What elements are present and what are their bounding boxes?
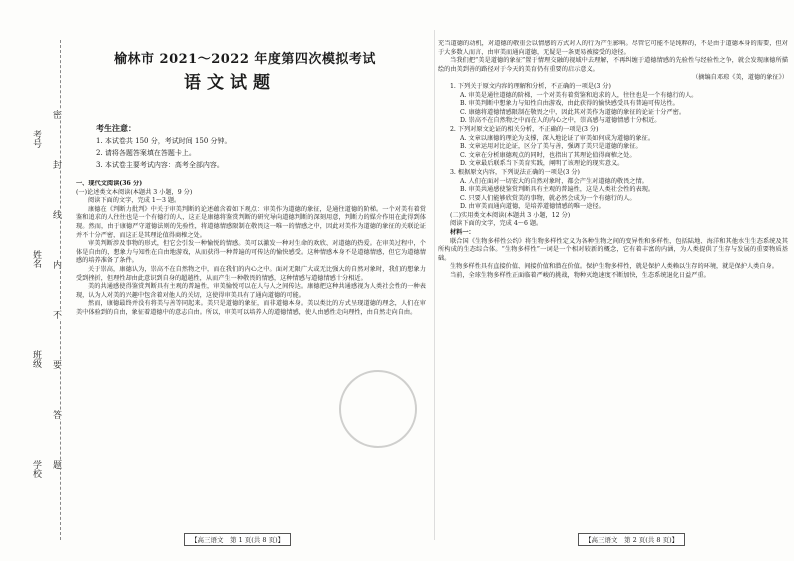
instruction: 阅读下面的文字，完成 4～6 题。 [450, 220, 543, 228]
seal-char: 线 [51, 210, 61, 219]
margin-label-class: 班级 [31, 350, 41, 368]
binding-margin [0, 0, 70, 561]
passage-paragraph: 美的共通感使得鉴赏判断具有主观的普遍性，审美愉悦可以在人与人之间传达。康德把这种共通感视为人类社会性的一种表现，认为人对美的兴趣中包含着对他人的关切，这使得审美具有了通向道德的可能。 [76, 283, 426, 299]
passage-paragraph: 关于崇高，康德认为，崇高不在自然物之中，而在我们的内心之中。面对无限广大或无比强大的自然对象时，我们的想象力受到挫折，但理性却由此意识到自身的超越性，从而产生一种敬畏的情感，这种情感与道德情感十分相近。 [76, 265, 426, 282]
seal-char: 不 [51, 310, 61, 319]
instruction: 阅读下面的文字，完成 1～3 题。 [88, 197, 181, 205]
question-1: 1. 下列关于原文内容的理解和分析，不正确的一项是(3 分) [450, 82, 611, 90]
passage-paragraph: 然而，康德最终并没有将美与善等同起来。美只是道德的象征，而非道德本身。美以类比的方式呈现道德的理念，人们在审美中体验到的自由，象征着道德中的意志自由。所以，审美可以培养人的道德情感，使人由感性走向理性，由自然走向自由。 [76, 300, 426, 316]
option: C. 只要人们能够欣赏美的事物，就必然会成为一个有德行的人。 [460, 194, 636, 202]
passage-paragraph: 康德在《判断力批判》中关于审美判断的论述蕴含着如下观点：审美作为道德的象征，是通往道德的阶梯。一个对美有着赏鉴和追求的人往往也是一个有德行的人，这正是康德将鉴赏判断的研究导向道德判断的深刻用意，判断力的媒介作用在此得到体现。然而，由于康德严守道德法则的先验性，将道德情感限制在敬畏这一唯一的情感之中，因此对美作为道德的象征的关联论证并不十分严密，而这正是其理论值得商榷之处。 [76, 205, 426, 239]
seal-char: 密 [51, 110, 61, 119]
passage-paragraph: 当前，全球生物多样性正面临着严峻的挑战，物种灭绝速度不断加快，生态系统退化日益严重。 [450, 272, 710, 280]
question-2: 2. 下列对原文论证的相关分析，不正确的一项是(3 分) [450, 125, 599, 133]
page-footer-left: 【高三语文 第 1 页(共 8 页)】 [184, 533, 291, 546]
notice-item: 3. 本试卷主要考试内容：高考全部内容。 [96, 161, 224, 169]
page-divider [434, 30, 435, 540]
passage-paragraph: 审美判断涉及事物的形式，但它会引发一种愉悦的情感。美可以激发一种对生命的欢欣、对道德的热爱。在审美过程中，个体是自由的，想象力与知性在自由地游戏，从而获得一种普遍的可传达的愉快感受。这种情感本身不是道德情感，但它为道德情感的培养准备了条件。 [76, 240, 426, 265]
notice-heading: 考生注意： [96, 123, 136, 133]
passage-paragraph: 联合国《生物多样性公约》将生物多样性定义为各种生物之间的变异性和多样性，包括陆地、海洋和其他水生生态系统及其所构成的生态综合体。“生物多样性”一词是一个相对较新的概念，它有着丰富的内涵，为人类提供了生存与发展的重要物质基础。 [438, 237, 788, 262]
question-3: 3. 根据原文内容，下列说法正确的一项是(3 分) [450, 168, 580, 176]
option: C. 文章在分析康德观点的同时，也指出了其理论值得商榷之处。 [460, 151, 636, 159]
seal-char: 要 [51, 360, 61, 369]
left-page [74, 0, 430, 561]
passage-paragraph: 生物多样性具有直接价值、间接价值和潜在价值。保护生物多样性，就是保护人类赖以生存的环境，就是保护人类自身。 [450, 263, 778, 271]
watermark-stamp [339, 370, 417, 448]
option: C. 康德将道德情感限制在敬畏之中，因此其对美作为道德的象征的论证十分严密。 [460, 108, 686, 116]
option: A. 文章以康德的理论为支撑，深入地论证了审美如何成为道德的象征。 [460, 134, 655, 142]
option: D. 文章最后联系当下美育实践，阐明了该理论的现实意义。 [460, 160, 624, 168]
passage-paragraph: 充当道德的动机，对道德的敬重会以情感的方式对人的行为产生影响。尽管它可能不是纯粹的，不是由于道德本身的需要，但对于大多数人而言，由审美而通向道德，无疑是一条更易被接受的途径。 [438, 40, 788, 56]
reading-continuation [438, 40, 788, 530]
subject-title: 语文试题 [184, 73, 276, 93]
option: B. 文章运用对比论证，区分了美与善，强调了美只是道德的象征。 [460, 143, 642, 151]
option: D. 崇高不在自然物之中而在人的内心之中，崇高感与道德情感十分相近。 [460, 117, 661, 125]
material-label: 材料一： [450, 229, 475, 237]
exam-title: 榆林市 2021～2022 年度第四次模拟考试 [114, 52, 376, 67]
notice-item: 2. 请将各题答案填在答题卡上。 [96, 149, 196, 157]
seal-char: 封 [51, 160, 61, 169]
reading-passage-1 [76, 180, 426, 530]
subsection-heading: (一)论述类文本阅读(本题共 3 小题，9 分) [76, 188, 193, 196]
right-page [438, 0, 790, 561]
notice-item: 1. 本试卷共 150 分，考试时间 150 分钟。 [96, 137, 232, 145]
option: B. 审美判断中想象力与知性自由游戏，由此获得的愉快感受具有普遍可传达性。 [460, 100, 679, 108]
section-heading: 一、现代文阅读(36 分) [76, 180, 143, 187]
passage-paragraph: 当我们把“美是道德的象征”置于情理交融的视域中去理解，不再纠缠于道德情感的先验性与经验性之争，就会发现康德所描绘的由美到善的路径对于今天的美育仍有重要的启示意义。 [438, 57, 788, 73]
option: D. 由审美而通向道德，是培养道德情感的唯一途径。 [460, 203, 605, 211]
page-footer-right: 【高三语文 第 2 页(共 8 页)】 [578, 533, 685, 546]
margin-label-name: 姓名 [31, 250, 41, 268]
option: B. 审美共通感使鉴赏判断具有主观的普遍性，这是人类社会性的表现。 [460, 186, 655, 194]
margin-label-exam-number: 考号 [31, 130, 41, 148]
seal-char: 题 [51, 460, 61, 469]
exam-notice [96, 122, 356, 171]
subsection-heading: (二)实用类文本阅读(本题共 3 小题，12 分) [450, 211, 571, 219]
seal-char: 内 [51, 260, 61, 269]
passage-source: （摘编自邓琼《美，道德的象征》） [692, 74, 788, 82]
margin-label-school: 学校 [31, 460, 41, 478]
option: A. 审美是通往道德的阶梯，一个对美有着赏鉴和追求的人，往往也是一个有德行的人。 [460, 91, 698, 99]
option: A. 人们在面对一切宏大的自然对象时，都会产生对道德的敬畏之情。 [460, 177, 648, 185]
seal-char: 答 [51, 410, 61, 419]
